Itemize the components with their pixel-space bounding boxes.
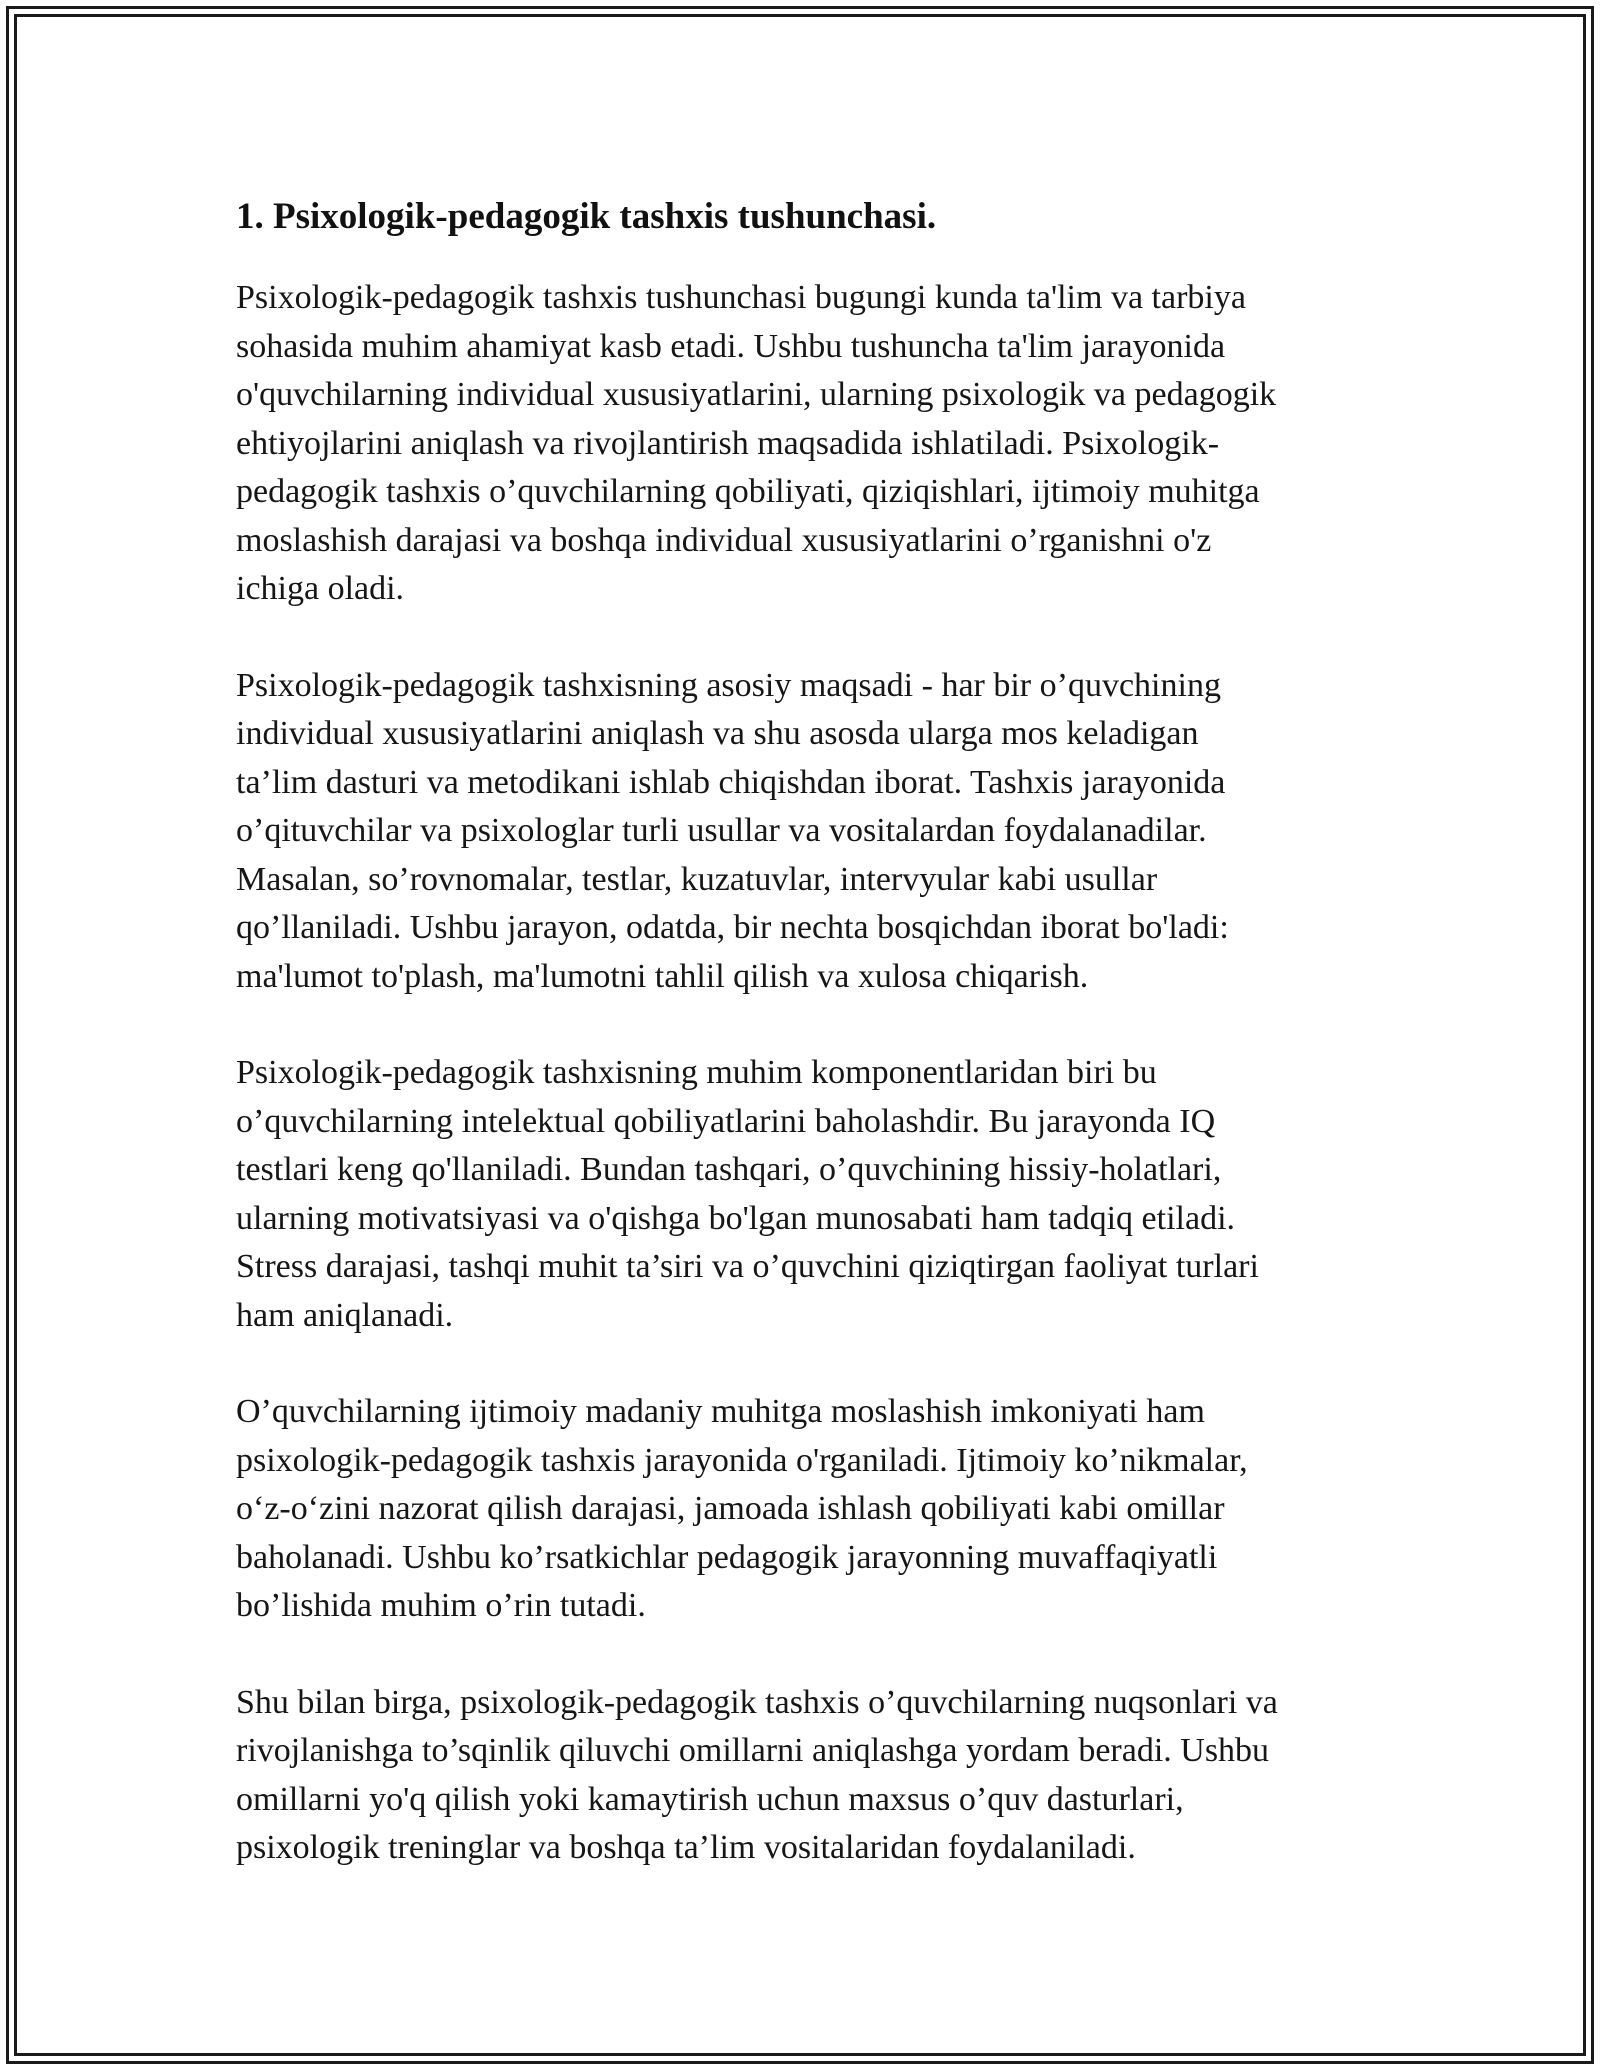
text-line: testlari keng qo'llaniladi. Bundan tashqari, o’quvchining hissiy-holatlari, — [236, 1151, 1222, 1188]
text-line: individual xususiyatlarini aniqlash va shu asosda ularga mos keladigan — [236, 715, 1199, 752]
text-line: Masalan, so’rovnomalar, testlar, kuzatuvlar, intervyular kabi usullar — [236, 860, 1158, 898]
text-line: moslashish darajasi va boshqa individual xususiyatlarini o’rganishni o'z — [236, 521, 1212, 559]
text-line: omillarni yo'q qilish yoki kamaytirish uchun maxsus o’quv dasturlari, — [236, 1780, 1184, 1818]
text-line: ehtiyojlarini aniqlash va rivojlantirish maqsadida ishlatiladi. Psixologik- — [236, 424, 1220, 462]
text-line: ularning motivatsiyasi va o'qishga bo'lgan munosabati ham tadqiq etiladi. — [236, 1199, 1236, 1237]
text-line: O’quvchilarning ijtimoiy madaniy muhitga moslashish imkoniyati ham — [236, 1393, 1205, 1430]
text-line: pedagogik tashxis o’quvchilarning qobiliyati, qiziqishlari, ijtimoiy muhitga — [236, 473, 1260, 510]
paragraph — [236, 1049, 1396, 1340]
paragraph — [236, 1388, 1396, 1631]
paragraph — [236, 274, 1396, 614]
text-line: o’qituvchilar va psixologlar turli usullar va vositalardan foydalanadilar. — [236, 812, 1207, 849]
text-line: o‘z-o‘zini nazorat qilish darajasi, jamoada ishlash qobiliyati kabi omillar — [236, 1490, 1225, 1527]
text-line: baholanadi. Ushbu ko’rsatkichlar pedagogik jarayonning muvaffaqiyatli — [236, 1538, 1218, 1576]
text-line: ta’lim dasturi va metodikani ishlab chiqishdan iborat. Tashxis jarayonida — [236, 763, 1226, 801]
paragraph — [236, 1679, 1396, 1873]
text-line: psixologik treninglar va boshqa ta’lim vositalaridan foydalaniladi. — [236, 1829, 1136, 1866]
text-line: bo’lishida muhim o’rin tutadi. — [236, 1587, 646, 1624]
section-heading: 1. Psixologik-pedagogik tashxis tushunchasi. — [236, 196, 937, 237]
text-line: o'quvchilarning individual xususiyatlarini, ularning psixologik va pedagogik — [236, 376, 1277, 413]
text-line: Psixologik-pedagogik tashxisning asosiy maqsadi - har bir o’quvchining — [236, 666, 1221, 704]
text-line: Stress darajasi, tashqi muhit ta’siri va o’quvchini qiziqtirgan faoliyat turlari — [236, 1248, 1259, 1285]
text-line: Shu bilan birga, psixologik-pedagogik tashxis o’quvchilarning nuqsonlari va — [236, 1683, 1278, 1721]
paragraph — [236, 662, 1396, 1002]
document-body — [236, 188, 1396, 1921]
paragraph-list — [236, 274, 1396, 1873]
text-line: sohasida muhim ahamiyat kasb etadi. Ushbu tushuncha ta'lim jarayonida — [236, 327, 1226, 365]
text-line: Psixologik-pedagogik tashxis tushunchasi bugungi kunda ta'lim va tarbiya — [236, 279, 1246, 316]
text-line: psixologik-pedagogik tashxis jarayonida o'rganiladi. Ijtimoiy ko’nikmalar, — [236, 1441, 1248, 1479]
text-line: qo’llaniladi. Ushbu jarayon, odatda, bir nechta bosqichdan iborat bo'ladi: — [236, 909, 1229, 946]
text-line: Psixologik-pedagogik tashxisning muhim komponentlaridan biri bu — [236, 1054, 1157, 1091]
text-line: ichiga oladi. — [236, 570, 405, 607]
text-line: ma'lumot to'plash, ma'lumotni tahlil qilish va xulosa chiqarish. — [236, 957, 1089, 995]
text-line: rivojlanishga to’sqinlik qiluvchi omillarni aniqlashga yordam beradi. Ushbu — [236, 1732, 1270, 1769]
text-line: o’quvchilarning intelektual qobiliyatlarini baholashdir. Bu jarayonda IQ — [236, 1102, 1216, 1140]
text-line: ham aniqlanadi. — [236, 1296, 454, 1334]
